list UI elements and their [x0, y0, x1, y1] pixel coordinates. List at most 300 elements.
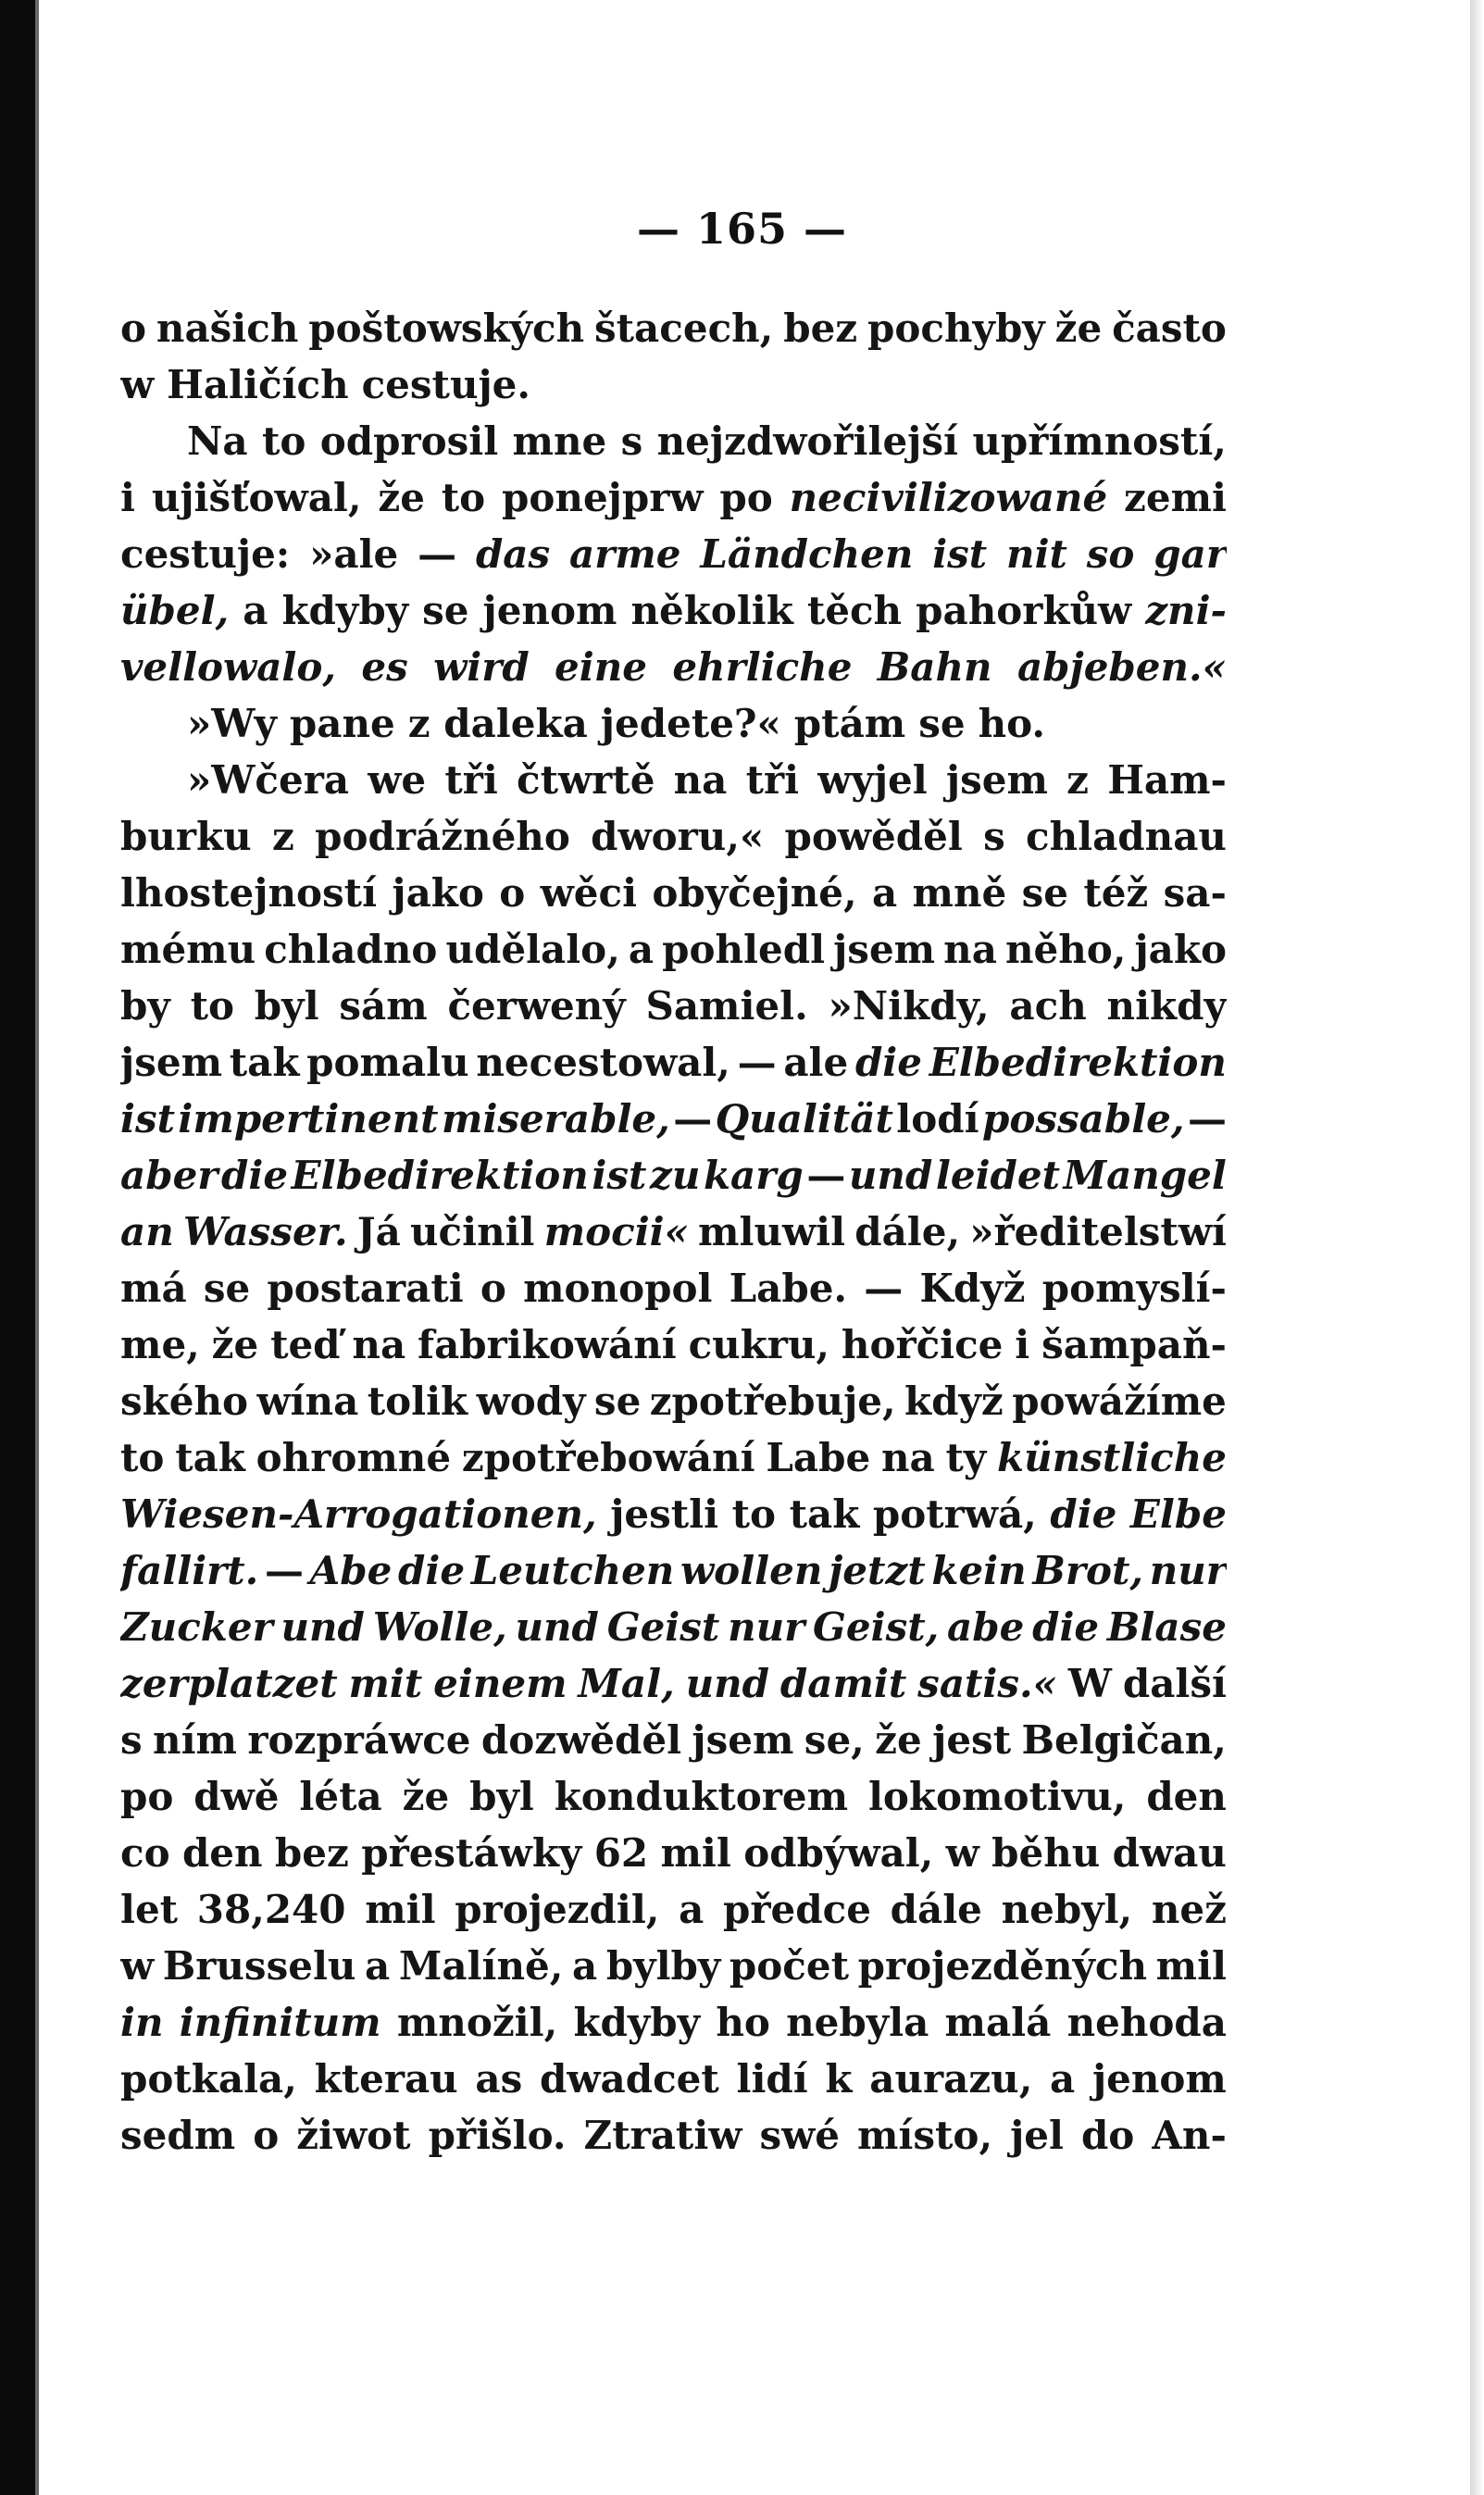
word: zni-: [1145, 588, 1227, 633]
word: jsem: [945, 757, 1048, 803]
word: jsem: [692, 1717, 794, 1763]
word: possable,: [981, 1096, 1185, 1141]
word: aber: [120, 1153, 218, 1198]
word: ohromné: [256, 1435, 452, 1480]
word: na: [880, 1435, 935, 1480]
word: burku: [120, 814, 252, 859]
word: die: [1032, 1604, 1100, 1650]
word: že: [378, 475, 425, 520]
word: zpotřebuje,: [649, 1378, 896, 1424]
text-line: [120, 1435, 1227, 1491]
word: ty: [945, 1435, 987, 1480]
word: zerplatzet: [120, 1661, 338, 1706]
word: co: [120, 1830, 170, 1876]
word: sa-: [1163, 870, 1227, 916]
word: o: [253, 2113, 280, 2158]
word: übel,: [120, 588, 230, 633]
word: potrwá,: [872, 1491, 1037, 1537]
word: jako: [1134, 927, 1227, 972]
word: miserable,: [442, 1096, 670, 1141]
word: cukru,: [688, 1322, 830, 1367]
word: šampaň-: [1041, 1322, 1227, 1367]
word: dwě: [193, 1774, 280, 1819]
word: že: [875, 1717, 922, 1763]
word: má: [120, 1266, 187, 1311]
word: —: [737, 1040, 777, 1085]
word: mluwil: [698, 1209, 846, 1254]
word: nit: [1006, 531, 1067, 577]
word: einem: [433, 1661, 567, 1706]
word: die: [1050, 1491, 1117, 1537]
word: —: [673, 1096, 713, 1141]
word: jel: [1010, 2113, 1064, 2158]
word: bylby: [605, 1943, 721, 1989]
word: Bahn: [877, 644, 992, 690]
word: též: [1083, 870, 1149, 916]
word: o: [499, 870, 526, 916]
word: und: [685, 1661, 770, 1706]
word: našich: [156, 306, 299, 351]
word: den: [181, 1830, 263, 1876]
word: odbýwal,: [743, 1830, 934, 1876]
word: Malíně,: [398, 1943, 564, 1989]
word: ale: [783, 1040, 849, 1085]
word: wěci: [540, 870, 638, 916]
word: An-: [1152, 2113, 1227, 2158]
text-line: [120, 814, 1227, 870]
word: 62: [593, 1830, 649, 1876]
word: že: [211, 1322, 259, 1367]
text-line: [120, 644, 1227, 701]
word: nejzdwořilejší: [656, 418, 958, 464]
word: rozpráwce: [247, 1717, 471, 1763]
word: lidí: [736, 2056, 808, 2102]
word: Na: [187, 418, 248, 464]
word: swé: [759, 2113, 840, 2158]
word: Ländchen: [700, 531, 914, 577]
word: ho.: [978, 701, 1046, 746]
word: »ale: [309, 531, 399, 577]
word: předce: [723, 1887, 871, 1932]
word: Wiesen-Arrogationen,: [120, 1491, 597, 1537]
word: »ředitelstwí: [969, 1209, 1227, 1254]
word: Mal,: [578, 1661, 675, 1706]
word: jedete?«: [600, 701, 781, 746]
word: tak: [789, 1491, 860, 1537]
word: ujišťowal,: [151, 475, 362, 520]
word: wollen: [680, 1548, 823, 1593]
word: to: [120, 1435, 165, 1480]
word: by: [120, 983, 170, 1029]
word: me,: [120, 1322, 200, 1367]
word: es: [361, 644, 408, 690]
word: mocii«: [543, 1209, 689, 1254]
word: fabrikowání: [418, 1322, 677, 1367]
word: ach: [1009, 983, 1087, 1029]
word: zu: [649, 1153, 701, 1198]
word: Geist: [606, 1604, 720, 1650]
word: žiwot: [296, 2113, 411, 2158]
word: kdyby: [573, 2000, 701, 2045]
word: ist: [120, 1096, 176, 1141]
word: o: [120, 306, 147, 351]
word: jenom: [482, 588, 617, 633]
word: 38,240: [196, 1887, 346, 1932]
word: und: [515, 1604, 599, 1650]
word: přišlo.: [428, 2113, 567, 2158]
word: a: [365, 1943, 391, 1989]
word: z: [1066, 757, 1089, 803]
word: lhostejností: [120, 870, 378, 916]
word: Brusselu: [162, 1943, 356, 1989]
word: Když: [919, 1266, 1026, 1311]
word: se: [1021, 870, 1068, 916]
word: gar: [1154, 531, 1227, 577]
word: zemi: [1124, 475, 1227, 520]
word: jest: [932, 1717, 1012, 1763]
word: to: [731, 1491, 777, 1537]
word: ist: [932, 531, 988, 577]
word: wird: [433, 644, 530, 690]
word: vellowalo,: [120, 644, 337, 690]
word: potkala,: [120, 2056, 297, 2102]
word: na: [943, 927, 997, 972]
word: dále: [890, 1887, 982, 1932]
text-line: [120, 870, 1227, 927]
word: Elbedirektion: [929, 1040, 1227, 1085]
word: to: [261, 418, 306, 464]
word: byl: [469, 1774, 534, 1819]
word: běhu: [991, 1830, 1101, 1876]
word: po: [719, 475, 773, 520]
word: nur: [1149, 1548, 1227, 1593]
word: lodí: [896, 1096, 979, 1141]
word: so: [1086, 531, 1135, 577]
text-line: [120, 1491, 1227, 1548]
word: štacech,: [594, 306, 774, 351]
word: nebyla: [786, 2000, 929, 2045]
word: že: [402, 1774, 450, 1819]
word: to: [190, 983, 234, 1029]
word: kdyby: [281, 588, 409, 633]
text-line: [120, 1040, 1227, 1096]
text-line: [120, 701, 1227, 757]
word: další: [1122, 1661, 1227, 1706]
text-line: [120, 2000, 1227, 2056]
word: die: [221, 1153, 289, 1198]
word: und: [848, 1153, 933, 1198]
page-number: — 165 —: [636, 204, 848, 254]
text-line: [120, 1943, 1227, 2000]
word: ho: [716, 2000, 770, 2045]
word: z daleka: [407, 701, 588, 746]
word: počet: [729, 1943, 849, 1989]
text-line: [120, 1887, 1227, 1943]
word: Geist,: [813, 1604, 940, 1650]
word: poštowských: [308, 306, 585, 351]
word: po: [120, 1774, 174, 1819]
word: a: [243, 588, 268, 633]
word: Elbedirektion: [291, 1153, 589, 1198]
word: s: [620, 418, 643, 464]
word: w: [120, 1943, 155, 1989]
word: ehrliche: [672, 644, 853, 690]
word: kein: [931, 1548, 1027, 1593]
word: satis.«: [917, 1661, 1057, 1706]
word: jsem: [833, 927, 936, 972]
word: podrážného: [315, 814, 570, 859]
word: fallirt.: [120, 1548, 259, 1593]
word: die: [854, 1040, 922, 1085]
word: den: [1146, 1774, 1227, 1819]
word: »Wy: [187, 701, 277, 746]
word: jetzt: [829, 1548, 926, 1593]
word: konduktorem: [554, 1774, 849, 1819]
book-binding-edge: [0, 0, 35, 2495]
word: chladnau: [1026, 814, 1227, 859]
word: z: [271, 814, 294, 859]
word: mne: [512, 418, 607, 464]
word: Haličích: [167, 362, 349, 407]
word: Ztratiw: [583, 2113, 742, 2158]
word: Labe: [766, 1435, 871, 1480]
word: dozwěděl: [480, 1717, 682, 1763]
word: projezděných: [857, 1943, 1148, 1989]
word: »Wčera: [187, 757, 350, 803]
word: s: [983, 814, 1005, 859]
text-line: [120, 2113, 1227, 2169]
word: w: [120, 362, 155, 407]
word: —: [264, 1548, 304, 1593]
word: přestáwky: [361, 1830, 582, 1876]
word: a: [679, 1887, 705, 1932]
word: »Nikdy,: [828, 983, 990, 1029]
word: necestowal,: [476, 1040, 730, 1085]
word: arme: [569, 531, 681, 577]
word: powěděl: [784, 814, 963, 859]
word: —: [864, 1266, 904, 1311]
word: mně: [912, 870, 1007, 916]
text-line: [120, 475, 1227, 531]
text-line: [120, 362, 1227, 418]
word: —: [1187, 1096, 1227, 1141]
word: let: [120, 1887, 179, 1932]
word: Mangel: [1063, 1153, 1227, 1198]
word: mil: [660, 1830, 731, 1876]
text-line: [120, 1774, 1227, 1830]
text-line: [120, 1322, 1227, 1378]
word: tři: [745, 757, 800, 803]
word: to: [441, 475, 486, 520]
word: o: [480, 1266, 506, 1311]
word: ponejprw: [502, 475, 704, 520]
word: ist: [592, 1153, 647, 1198]
text-line: [120, 757, 1227, 814]
word: Leutchen: [470, 1548, 675, 1593]
word: aurazu,: [869, 2056, 1033, 2102]
word: dwadcet: [539, 2056, 719, 2102]
word: dworu,«: [591, 814, 765, 859]
word: tři: [444, 757, 498, 803]
word: Zucker: [120, 1604, 273, 1650]
word: jenom: [1091, 2056, 1227, 2102]
text-line: [120, 927, 1227, 983]
word: malá: [944, 2000, 1052, 2045]
word: pomyslí-: [1041, 1266, 1227, 1311]
text-line: [120, 1153, 1227, 1209]
word: obyčejné,: [652, 870, 857, 916]
word: ptám: [793, 701, 906, 746]
word: že: [1054, 306, 1103, 351]
word: sedm: [120, 2113, 236, 2158]
page-right-edge: [1470, 0, 1484, 2495]
word: nikdy: [1106, 983, 1227, 1029]
text-line: [120, 1209, 1227, 1266]
word: zpotřebowání: [461, 1435, 755, 1480]
word: i: [1015, 1322, 1030, 1367]
word: nebyl,: [1001, 1887, 1133, 1932]
word: w: [945, 1830, 979, 1876]
word: mil: [1155, 1943, 1227, 1989]
text-line: [120, 983, 1227, 1040]
word: i: [120, 475, 135, 520]
word: upřímností,: [972, 418, 1227, 464]
word: bez: [783, 306, 858, 351]
word: tak: [175, 1435, 245, 1480]
word: leidet: [935, 1153, 1061, 1198]
word: jsem: [120, 1040, 223, 1085]
word: kterau: [314, 2056, 458, 2102]
word: die: [398, 1548, 466, 1593]
word: na: [352, 1322, 406, 1367]
word: mému: [120, 927, 256, 972]
word: we: [368, 757, 427, 803]
word: ním: [153, 1717, 237, 1763]
word: cestuje.: [361, 362, 531, 407]
word: das: [475, 531, 551, 577]
word: učinil: [410, 1209, 535, 1254]
word: as: [475, 2056, 523, 2102]
word: a: [1050, 2056, 1076, 2102]
word: něho,: [1004, 927, 1127, 972]
word: cestuje:: [120, 531, 291, 577]
word: abe: [947, 1604, 1025, 1650]
word: sám: [339, 983, 428, 1029]
word: Wolle,: [372, 1604, 507, 1650]
text-line: [120, 1717, 1227, 1774]
word: odprosil: [319, 418, 499, 464]
text-line: [120, 418, 1227, 475]
word: když: [904, 1378, 1004, 1424]
word: čerwený: [447, 983, 626, 1029]
word: Blase: [1106, 1604, 1227, 1650]
word: pomalu: [306, 1040, 469, 1085]
word: bez: [274, 1830, 349, 1876]
word: infinitum: [179, 2000, 381, 2045]
text-line: [120, 1096, 1227, 1153]
word: Já: [356, 1209, 401, 1254]
word: jestli: [610, 1491, 719, 1537]
text-line: [120, 531, 1227, 588]
word: mil: [365, 1887, 436, 1932]
word: hořčice: [841, 1322, 1004, 1367]
word: se: [422, 588, 469, 633]
word: několik: [630, 588, 793, 633]
word: postarati: [267, 1266, 464, 1311]
word: —: [806, 1153, 846, 1198]
word: Belgičan,: [1021, 1717, 1227, 1763]
text-line: [120, 1266, 1227, 1322]
word: a: [571, 1943, 598, 1989]
word: damit: [779, 1661, 907, 1706]
word: pane: [289, 701, 395, 746]
word: s: [120, 1717, 143, 1763]
text-line: [120, 1548, 1227, 1604]
word: se: [918, 701, 966, 746]
word: a: [871, 870, 898, 916]
word: k: [825, 2056, 853, 2102]
word: wyjel: [817, 757, 928, 803]
word: čtwrtě: [517, 757, 655, 803]
word: pohledl: [662, 927, 826, 972]
word: pahorkůw: [916, 588, 1132, 633]
page-text-body: [120, 306, 1227, 2169]
word: Samiel.: [645, 983, 808, 1029]
word: než: [1151, 1887, 1227, 1932]
word: lokomotivu,: [867, 1774, 1127, 1819]
word: ského: [120, 1378, 249, 1424]
word: wína: [256, 1378, 359, 1424]
word: množil,: [396, 2000, 558, 2045]
word: —: [418, 531, 457, 577]
word: Wasser.: [182, 1209, 348, 1254]
word: projezdil,: [455, 1887, 660, 1932]
word: Elbe: [1129, 1491, 1227, 1537]
word: pochyby: [867, 306, 1045, 351]
word: Brot,: [1032, 1548, 1144, 1593]
text-line: [120, 1661, 1227, 1717]
word: těch: [806, 588, 903, 633]
word: abjeben.«: [1016, 644, 1227, 690]
word: léta: [299, 1774, 382, 1819]
word: künstliche: [997, 1435, 1227, 1480]
word: teď: [270, 1322, 341, 1367]
word: Labe.: [729, 1266, 848, 1311]
word: se,: [804, 1717, 865, 1763]
word: eine: [555, 644, 647, 690]
text-line: [120, 1830, 1227, 1887]
word: místo,: [856, 2113, 993, 2158]
word: jako: [392, 870, 484, 916]
word: dále,: [854, 1209, 961, 1254]
word: na: [673, 757, 728, 803]
word: Qualität: [715, 1096, 893, 1141]
word: necivilizowané: [789, 475, 1108, 520]
word: an: [120, 1209, 174, 1254]
word: udělalo,: [445, 927, 620, 972]
text-line: [120, 1378, 1227, 1435]
word: tolik: [367, 1378, 468, 1424]
text-line: [120, 1604, 1227, 1661]
word: in: [120, 2000, 164, 2045]
word: mit: [348, 1661, 423, 1706]
word: nehoda: [1066, 2000, 1227, 2045]
word: karg: [703, 1153, 804, 1198]
word: powážíme: [1012, 1378, 1227, 1424]
word: často: [1112, 306, 1227, 351]
word: do: [1080, 2113, 1135, 2158]
text-line: [120, 588, 1227, 644]
